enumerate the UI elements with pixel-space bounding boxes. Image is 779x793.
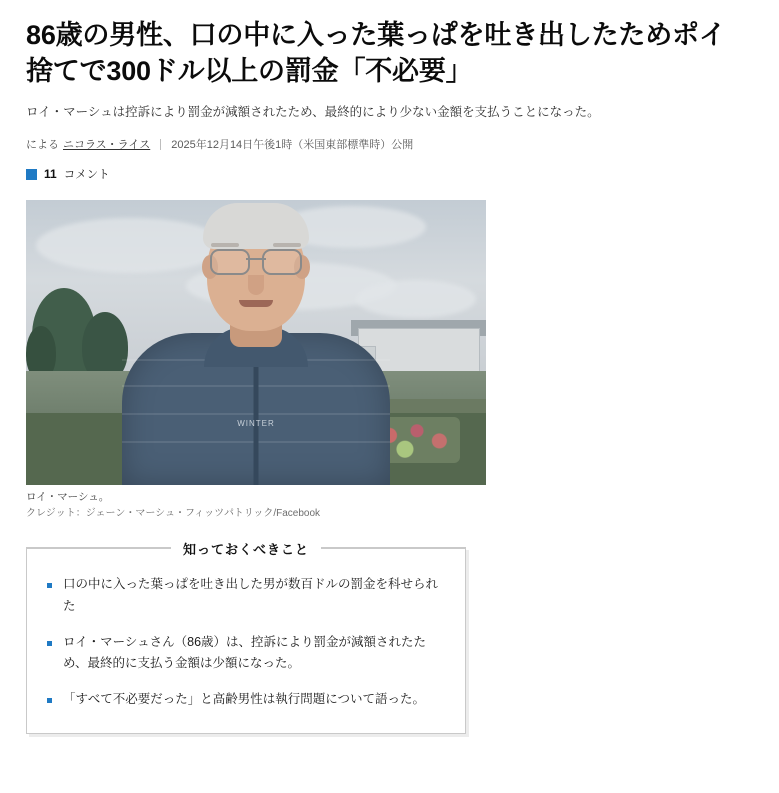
article-photo bbox=[26, 200, 486, 485]
photo-subject-nose bbox=[248, 275, 264, 295]
glasses-lens bbox=[210, 249, 250, 275]
list-item: 「すべて不必要だった」と高齢男性は執行問題について語った。 bbox=[47, 689, 445, 711]
list-item: ロイ・マーシュさん（86歳）は、控訴により罰金が減額されたため、最終的に支払う金額は少額になった。 bbox=[47, 632, 445, 676]
glasses-bridge bbox=[246, 258, 266, 260]
byline-by-label: による bbox=[26, 139, 59, 151]
photo-subject-glasses bbox=[210, 249, 302, 271]
photo-subject-mouth bbox=[239, 300, 273, 307]
comment-label: コメント bbox=[63, 169, 110, 181]
comment-count: 11 bbox=[44, 167, 57, 181]
byline-author-link[interactable]: ニコラス・ライス bbox=[63, 139, 151, 151]
byline-divider bbox=[160, 139, 161, 150]
kyb-list bbox=[47, 574, 445, 711]
know-before-you-go-box bbox=[26, 541, 466, 734]
kyb-title-wrap bbox=[27, 539, 465, 558]
kyb-title: 知っておくべきこと bbox=[171, 539, 321, 558]
glasses-lens bbox=[262, 249, 302, 275]
photo-subject-eyebrow bbox=[273, 243, 301, 247]
figure-caption: ロイ・マーシュ。 bbox=[26, 491, 110, 503]
photo-subject-eyebrow bbox=[211, 243, 239, 247]
page-title: 86歳の男性、口の中に入った葉っぱを吐き出したためポイ捨てで300ドル以上の罰金「不必要」 bbox=[26, 20, 726, 86]
kyb-rule-left bbox=[27, 548, 171, 549]
article-figure bbox=[26, 200, 486, 521]
article-dek: ロイ・マーシュは控訴により罰金が減額されたため、最終的により少ない金額を支払うことになった。 bbox=[26, 105, 600, 120]
photo-subject bbox=[106, 245, 406, 485]
kyb-rule-right bbox=[321, 548, 465, 549]
figure-credit: クレジット：ジェーン・マーシュ・フィッツパトリック/Facebook bbox=[26, 507, 321, 519]
figure-caption-block bbox=[26, 490, 486, 521]
byline bbox=[26, 136, 753, 152]
comment-icon bbox=[26, 169, 37, 180]
jacket-logo-text: WINTER bbox=[237, 419, 275, 428]
byline-timestamp: 2025年12月14日午後1時（米国東部標準時）公開 bbox=[171, 139, 414, 151]
comments-link[interactable] bbox=[26, 166, 753, 182]
list-item: 口の中に入った葉っぱを吐き出した男が数百ドルの罰金を科せられた bbox=[47, 574, 445, 618]
